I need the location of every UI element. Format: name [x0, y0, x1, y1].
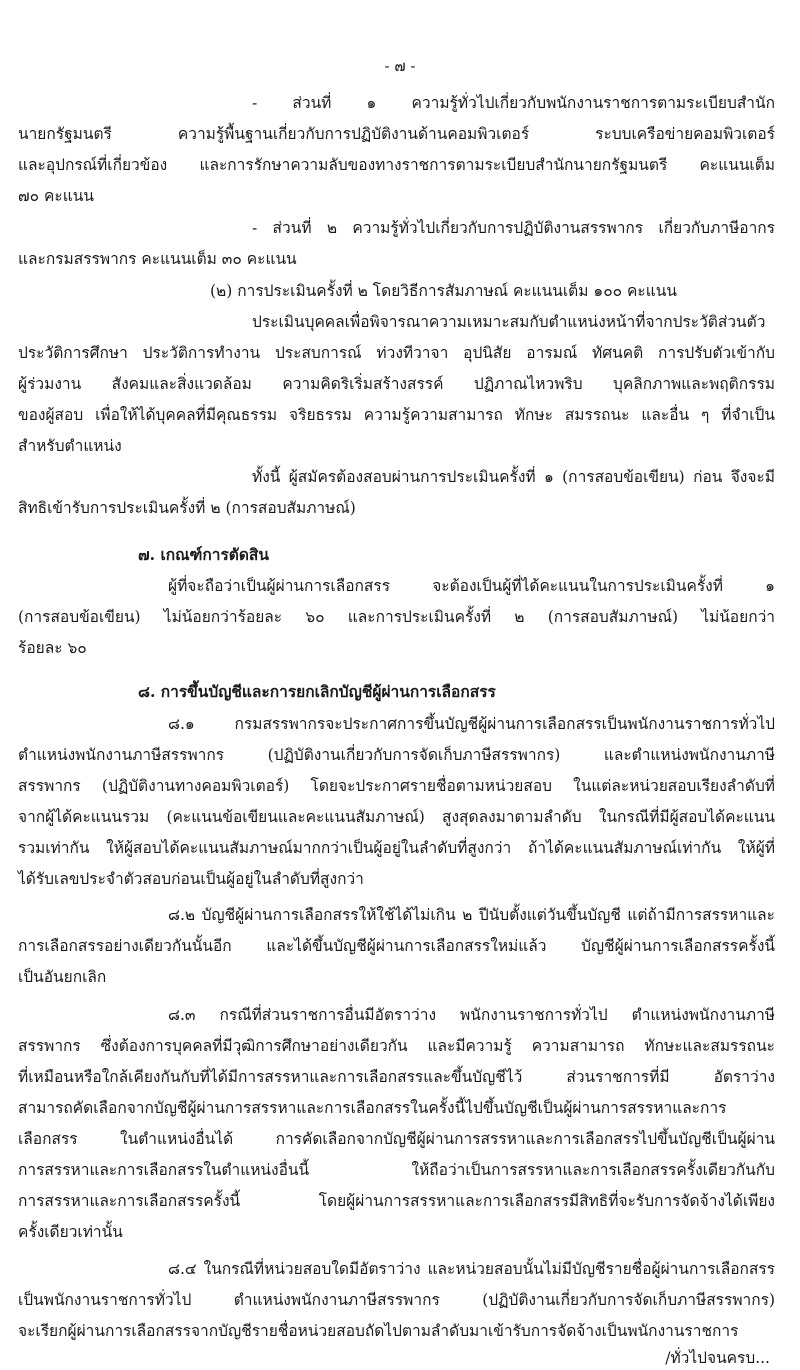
body-line: (การสอบข้อเขียน) ไม่น้อยกว่าร้อยละ ๖๐ และการประเมินครั้งที่ ๒ (การสอบสัมภาษณ์) ไม่น้อยกว่า	[18, 608, 775, 626]
body-line: สรรพากร (ปฏิบัติงานทางคอมพิวเตอร์) โดยจะประกาศรายชื่อตามหน่วยสอบ ในแต่ละหน่วยสอบเรียงลำดับที่	[18, 777, 775, 795]
body-line: สิทธิเข้ารับการประเมินครั้งที่ ๒ (การสอบสัมภาษณ์)	[18, 499, 356, 517]
body-line: รวมเท่ากัน ให้ผู้สอบได้คะแนนสัมภาษณ์มากกว่าเป็นผู้อยู่ในลำดับที่สูงกว่า ถ้าได้คะแนนสัมภาษณ์เท่ากัน ให้ผู้ที่	[18, 839, 775, 857]
body-line: ๘.๒ บัญชีผู้ผ่านการเลือกสรรให้ใช้ได้ไม่เกิน ๒ ปีนับตั้งแต่วันขึ้นบัญชี แต่ถ้ามีการสรรหาและ	[168, 906, 775, 924]
body-line: สามารถคัดเลือกจากบัญชีผู้ผ่านการสรรหาและการเลือกสรรในครั้งนี้ไปขึ้นบัญชีเป็นผู้ผ่านการสรรหาและการ	[18, 1099, 727, 1117]
body-line: การเลือกสรรอย่างเดียวกันนั้นอีก และได้ขึ้นบัญชีผู้ผ่านการเลือกสรรใหม่แล้ว บัญชีผู้ผ่านการเลือกสรรครั้งนี้	[18, 937, 775, 955]
body-line: ผู้ร่วมงาน สังคมและสิ่งแวดล้อม ความคิดริเริ่มสร้างสรรค์ ปฏิภาณไหวพริบ บุคลิกภาพและพฤติกรรม	[18, 375, 775, 393]
body-line: ทั้งนี้ ผู้สมัครต้องสอบผ่านการประเมินครั้งที่ ๑ (การสอบข้อเขียน) ก่อน จึงจะมี	[252, 468, 775, 486]
body-line: จากผู้ได้คะแนนรวม (คะแนนข้อเขียนและคะแนนสัมภาษณ์) สูงสุดลงมาตามลำดับ ในกรณีที่มีผู้สอบได้คะแนน	[18, 808, 775, 826]
body-line: การสรรหาและการเลือกสรรครั้งนี้ โดยผู้ผ่านการสรรหาและการเลือกสรรมีสิทธิที่จะรับการจัดจ้างได้เพียง	[18, 1192, 775, 1210]
body-line: ๘.๑ กรมสรรพากรจะประกาศการขึ้นบัญชีผู้ผ่านการเลือกสรรเป็นพนักงานราชการทั่วไป	[168, 715, 775, 733]
body-line: ประเมินบุคคลเพื่อพิจารณาความเหมาะสมกับตำแหน่งหน้าที่จากประวัติส่วนตัว	[252, 313, 766, 331]
body-line: ของผู้สอบ เพื่อให้ได้บุคคลที่มีคุณธรรม จริยธรรม ความรู้ความสามารถ ทักษะ สมรรถนะ และอื่น ๆ ที่จำเป็น	[18, 406, 775, 424]
body-line: (๒) การประเมินครั้งที่ ๒ โดยวิธีการสัมภาษณ์ คะแนนเต็ม ๑๐๐ คะแนน	[210, 282, 677, 300]
body-line: ที่เหมือนหรือใกล้เคียงกันกับที่ได้มีการสรรหาและการเลือกสรรและขึ้นบัญชีไว้ ส่วนราชการที่มี อัตราว่าง	[18, 1068, 775, 1086]
body-line: และอุปกรณ์ที่เกี่ยวข้อง และการรักษาความลับของทางราชการตามระเบียบสำนักนายกรัฐมนตรี คะแนนเต็ม	[18, 156, 775, 174]
body-line: เป็นอันยกเลิก	[18, 968, 107, 986]
body-line: นายกรัฐมนตรี ความรู้พื้นฐานเกี่ยวกับการปฏิบัติงานด้านคอมพิวเตอร์ ระบบเครือข่ายคอมพิวเตอร์	[18, 125, 775, 143]
body-line: ๘.๔ ในกรณีที่หน่วยสอบใดมีอัตราว่าง และหน่วยสอบนั้นไม่มีบัญชีรายชื่อผู้ผ่านการเลือกสรร	[168, 1260, 775, 1278]
body-line: ประวัติการศึกษา ประวัติการทำงาน ประสบการณ์ ท่วงทีวาจา อุปนิสัย อารมณ์ ทัศนคติ การปรับตัวเข้ากับ	[18, 344, 775, 362]
body-line: ๗๐ คะแนน	[18, 187, 94, 205]
page-number: - ๗ -	[384, 57, 416, 75]
body-line: เลือกสรร ในตำแหน่งอื่นได้ การคัดเลือกจากบัญชีผู้ผ่านการสรรหาและการเลือกสรรไปขึ้นบัญชีเป็นผู้ผ่าน	[18, 1130, 775, 1148]
body-line: สรรพากร ซึ่งต้องการบุคคลที่มีวุฒิการศึกษาอย่างเดียวกัน และมีความรู้ ความสามารถ ทักษะและสมรรถนะ	[18, 1037, 775, 1055]
body-line: การสรรหาและการเลือกสรรในตำแหน่งอื่นนี้ ให้ถือว่าเป็นการสรรหาและการเลือกสรรครั้งเดียวกันกับ	[18, 1161, 775, 1179]
body-line: ผู้ที่จะถือว่าเป็นผู้ผ่านการเลือกสรร จะต้องเป็นผู้ที่ได้คะแนนในการประเมินครั้งที่ ๑	[168, 577, 775, 595]
body-line: ตำแหน่งพนักงานภาษีสรรพากร (ปฏิบัติงานเกี่ยวกับการจัดเก็บภาษีสรรพากร) และตำแหน่งพนักงานภาษี	[18, 746, 775, 764]
body-line: จะเรียกผู้ผ่านการเลือกสรรจากบัญชีรายชื่อหน่วยสอบถัดไปตามลำดับมาเข้ารับการจัดจ้างเป็นพนักงานราชการ	[18, 1322, 739, 1340]
body-line: ๘.๓ กรณีที่ส่วนราชการอื่นมีอัตราว่าง พนักงานราชการทั่วไป ตำแหน่งพนักงานภาษี	[168, 1006, 775, 1024]
body-line: - ส่วนที่ ๑ ความรู้ทั่วไปเกี่ยวกับพนักงานราชการตามระเบียบสำนัก	[252, 94, 775, 112]
body-line: ได้รับเลขประจำตัวสอบก่อนเป็นผู้อยู่ในลำดับที่สูงกว่า	[18, 870, 364, 888]
section-heading: ๗. เกณฑ์การตัดสิน	[138, 545, 269, 564]
section-heading: ๘. การขึ้นบัญชีและการยกเลิกบัญชีผู้ผ่านการเลือกสรร	[138, 682, 496, 701]
body-line: ครั้งเดียวเท่านั้น	[18, 1223, 123, 1241]
body-line: สำหรับตำแหน่ง	[18, 437, 122, 455]
body-line: ร้อยละ ๖๐	[18, 639, 87, 657]
body-line: และกรมสรรพากร คะแนนเต็ม ๓๐ คะแนน	[18, 250, 297, 268]
continuation-note: /ทั่วไปจนครบ...	[665, 1349, 770, 1367]
body-line: - ส่วนที่ ๒ ความรู้ทั่วไปเกี่ยวกับการปฏิบัติงานสรรพากร เกี่ยวกับภาษีอากร	[252, 219, 775, 237]
body-line: เป็นพนักงานราชการทั่วไป ตำแหน่งพนักงานภาษีสรรพากร (ปฏิบัติงานเกี่ยวกับการจัดเก็บภาษีสรรพากร)	[18, 1291, 775, 1309]
